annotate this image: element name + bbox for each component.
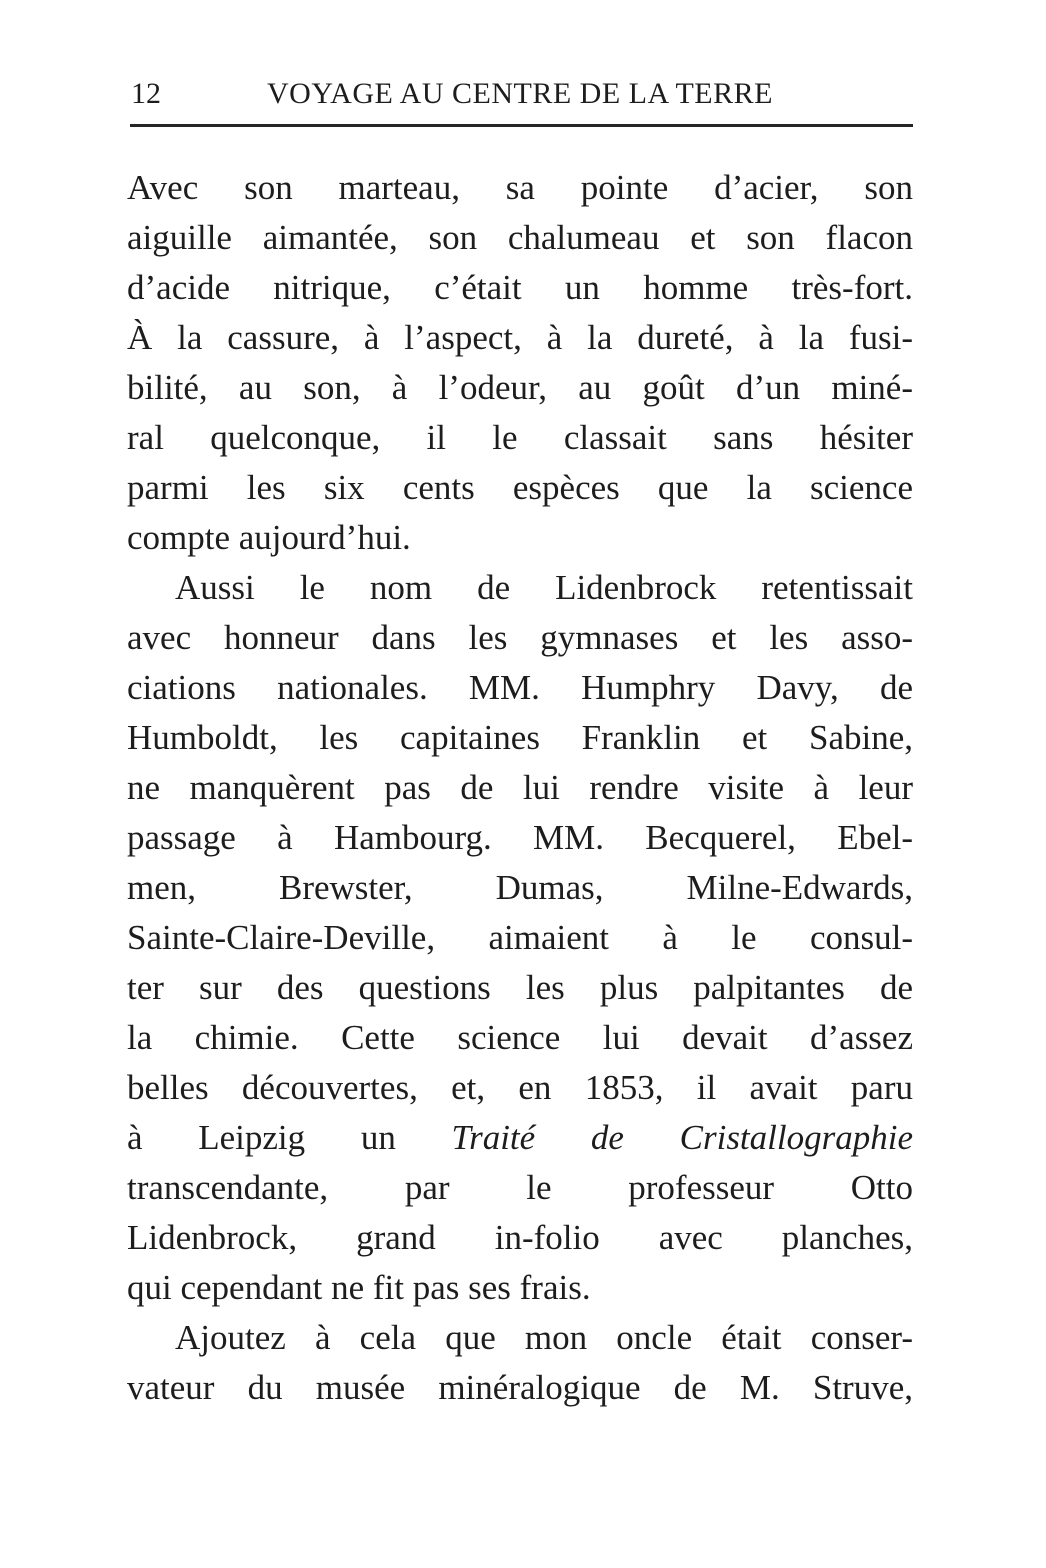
text-segment: à Leipzig un (127, 1118, 452, 1157)
text-segment: compte aujourd’hui. (127, 518, 411, 557)
text-segment: Ajoutez à cela que mon oncle était conser- (175, 1318, 913, 1357)
text-segment: ter sur des questions les plus palpitantes de (127, 968, 913, 1007)
text-line (127, 313, 913, 363)
running-title: VOYAGE AU CENTRE DE LA TERRE (267, 77, 773, 110)
text-segment: Aussi le nom de Lidenbrock retentissait (175, 568, 913, 607)
text-line (127, 1313, 913, 1363)
text-line (127, 963, 913, 1013)
text-segment: avec honneur dans les gymnases et les asso- (127, 618, 913, 657)
text-line (127, 1013, 913, 1063)
text-line (127, 513, 913, 563)
text-line (127, 1163, 913, 1213)
text-segment: belles découvertes, et, en 1853, il avait paru (127, 1068, 913, 1107)
text-line (127, 163, 913, 213)
text-segment: transcendante, par le professeur Otto (127, 1168, 913, 1207)
text-segment: ne manquèrent pas de lui rendre visite à leur (127, 768, 913, 807)
text-line (127, 363, 913, 413)
text-segment: Sainte-Claire-Deville, aimaient à le consul- (127, 918, 913, 957)
text-line (127, 413, 913, 463)
text-segment: Lidenbrock, grand in-folio avec planches, (127, 1218, 913, 1257)
text-line (127, 1363, 913, 1413)
page-number: 12 (131, 77, 161, 110)
text-line (127, 1213, 913, 1263)
text-line (127, 663, 913, 713)
text-line (127, 613, 913, 663)
page-header (127, 78, 913, 114)
text-segment: Avec son marteau, sa pointe d’acier, son (127, 168, 913, 207)
text-segment: men, Brewster, Dumas, Milne-Edwards, (127, 868, 913, 907)
text-segment: vateur du musée minéralogique de M. Struve, (127, 1368, 913, 1407)
text-line (127, 913, 913, 963)
text-segment: Humboldt, les capitaines Franklin et Sabine, (127, 718, 913, 757)
text-line (127, 763, 913, 813)
text-segment: bilité, au son, à l’odeur, au goût d’un miné- (127, 368, 913, 407)
text-line (127, 463, 913, 513)
text-segment: ral quelconque, il le classait sans hésiter (127, 418, 913, 457)
text-line (127, 1063, 913, 1113)
text-line (127, 713, 913, 763)
text-segment: d’acide nitrique, c’était un homme très-fort. (127, 268, 913, 307)
italic-work-title: Traité de Cristallographie (451, 1118, 913, 1157)
text-segment: passage à Hambourg. MM. Becquerel, Ebel- (127, 818, 913, 857)
text-segment: la chimie. Cette science lui devait d’assez (127, 1018, 913, 1057)
text-line (127, 563, 913, 613)
text-line (127, 213, 913, 263)
text-line (127, 863, 913, 913)
text-line (127, 263, 913, 313)
text-segment: À la cassure, à l’aspect, à la dureté, à la fusi- (127, 318, 913, 357)
text-segment: parmi les six cents espèces que la science (127, 468, 913, 507)
text-segment: qui cependant ne fit pas ses frais. (127, 1268, 591, 1307)
text-line (127, 813, 913, 863)
text-segment: ciations nationales. MM. Humphry Davy, de (127, 668, 913, 707)
text-line (127, 1263, 913, 1313)
header-rule (130, 124, 913, 127)
body-text (127, 163, 913, 1413)
text-segment: aiguille aimantée, son chalumeau et son flacon (127, 218, 913, 257)
text-line (127, 1113, 913, 1163)
